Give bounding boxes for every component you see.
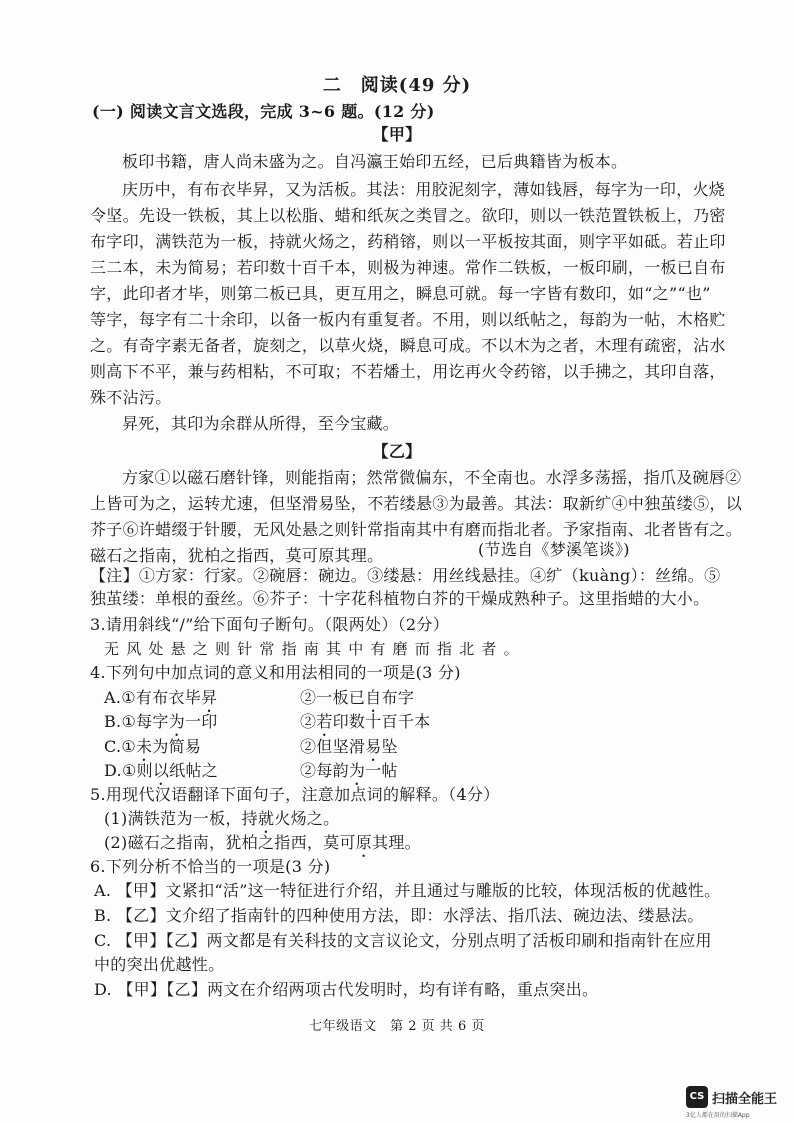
q4-stem: 4.下列句中加点词的意义和用法相同的一项是(3 分) [90,663,461,682]
q3-sentence: 无风处悬之则针常指南其中有磨而指北者。 [104,640,526,658]
q4-option-c[interactable]: C.①未为简易 [104,737,202,756]
dotted-word: 以 [152,761,170,780]
q6-option-c[interactable]: C. 【甲】【乙】两文都是有关科技的文言议论文，分别点明了活板印刷和指南针在应用 [94,931,712,950]
jia-line: 令坚。先设一铁板，其上以松脂、蜡和纸灰之类冒之。欲印，则以一铁范置铁板上，乃密 [90,206,726,225]
yi-label: 【乙】 [372,442,422,461]
notes-line: 独茧缕：单根的蚕丝。⑥芥子：十字花科植物白芥的干燥成熟种子。这里指蜡的大小。 [90,589,710,608]
q5-sentence-1: (1)满铁范为一板，持就火炀之。 [104,809,340,828]
jia-line: 殊不沾污。 [90,388,172,407]
yi-line: 芥子⑥许蜡缀于针腰，无风处悬之则针常指南其中有磨而指北者。予家指南、北者皆有之。 [90,520,743,539]
q4-option-d[interactable]: D.①则以纸帖之 [104,761,219,780]
q4-option-b-second: ②若印数十百千本 [300,712,431,731]
watermark-subtitle: 3亿人都在用的扫描App [686,1112,750,1119]
yi-line: 方家①以磁石磨针锋，则能指南；然常微偏东，不全南也。水浮多荡摇，指爪及碗唇② [122,468,742,487]
jia-line: 布字印，满铁范为一板，持就火炀之，药稍镕，则以一平板按其面，则字平如砥。若止印 [90,232,726,251]
jia-line: 三二本，未为简易；若印数十百千本，则极为神速。常作二铁板，一板印刷，一板已自布 [90,258,726,277]
dotted-word: 为 [348,761,366,780]
q4-option-a[interactable]: A.①有布衣毕昇 [104,688,218,707]
section-title: 二 阅读(49 分) [322,75,472,96]
q5-stem: 5.用现代汉语翻译下面句子，注意加点词的解释。（4分） [90,785,500,804]
q5-sentence-2: (2)磁石之指南，犹柏之指西，莫可原其理。 [104,833,421,852]
part1-intro: (一) 阅读文言文选段，完成 3~6 题。(12 分) [92,102,435,121]
q6-option-b[interactable]: B. 【乙】文介绍了指南针的四种使用方法，即：水浮法、指爪法、碗边法、缕悬法。 [94,906,704,925]
jia-line: 字，此印者才毕，则第二板已具，更互用之，瞬息可就。每一字皆有数印，如“之”“也” [90,284,711,303]
dotted-word: 自 [365,688,382,707]
watermark-name: 扫描全能王 [712,1092,778,1107]
q4-option-a-second: ②一板已自布字 [300,688,415,707]
q6-option-a[interactable]: A. 【甲】文紧扣“活”这一特征进行介绍，并且通过与雕版的比较，体现活板的优越性。 [94,881,721,900]
camscanner-logo-icon: CS [686,1086,708,1108]
q4-option-d-second: ②每韵为一帖 [300,761,398,780]
q6-option-d[interactable]: D. 【甲】【乙】两文在介绍两项古代发明时，均有详有略，重点突出。 [94,980,599,999]
q4-option-c-second: ②但坚滑易坠 [300,737,398,756]
jia-line: 之。有奇字素无备者，旋刻之，以草火烧，瞬息可成。不以木为之者，木理有疏密，沾水 [90,336,726,355]
dotted-word: 未 [136,737,153,756]
q6-option-c-cont: 中的突出优越性。 [94,955,225,974]
scanner-watermark [686,1086,786,1118]
jia-line: 庆历中，有布衣毕昇，又为活板。其法：用胶泥刻字，薄如钱唇，每字为一印，火烧 [122,180,726,199]
dotted-word: 为 [168,712,185,731]
q6-stem: 6.下列分析不恰当的一项是(3 分) [90,857,331,876]
dotted-word: 昇 [201,688,218,707]
jia-label: 【甲】 [372,125,422,144]
q4-option-b[interactable]: B.①每字为一印 [104,712,218,731]
jia-line: 则高下不平，兼与药相粘，不可取；不若燔土，用讫再火令药镕，以手拂之，其印自落， [90,362,726,381]
q3-stem: 3.请用斜线“/”给下面句子断句。（限两处）（2分） [90,615,449,634]
dotted-word: 若 [316,712,333,731]
jia-line: 昇死，其印为余群从所得，至今宝藏。 [122,414,400,433]
jia-line: 板印书籍，唐人尚未盛为之。自冯瀛王始印五经，已后典籍皆为板本。 [122,152,628,171]
yi-line: 上皆可为之，运转尤速，但坚滑易坠，不若缕悬③为最善。其法：取新纩④中独茧缕⑤，以 [90,494,743,513]
yi-line: 磁石之指南，犹柏之指西，莫可原其理。 [90,546,384,565]
source-citation: (节选自《梦溪笔谈》) [478,540,630,559]
page-footer: 七年级语文 第 2 页 共 6 页 [309,1019,485,1034]
dotted-word: 易 [365,737,382,756]
dotted-word: 原 [355,833,373,852]
jia-line: 等字，每字有二十余印，以备一板内有重复者。不用，则以纸帖之，每韵为一帖，木格贮 [90,310,726,329]
dotted-word: 就 [257,809,275,828]
notes-line: 【注】①方家：行家。②碗唇：碗边。③缕悬：用丝线悬挂。④纩（kuàng）：丝绵。⑤ [90,566,721,585]
